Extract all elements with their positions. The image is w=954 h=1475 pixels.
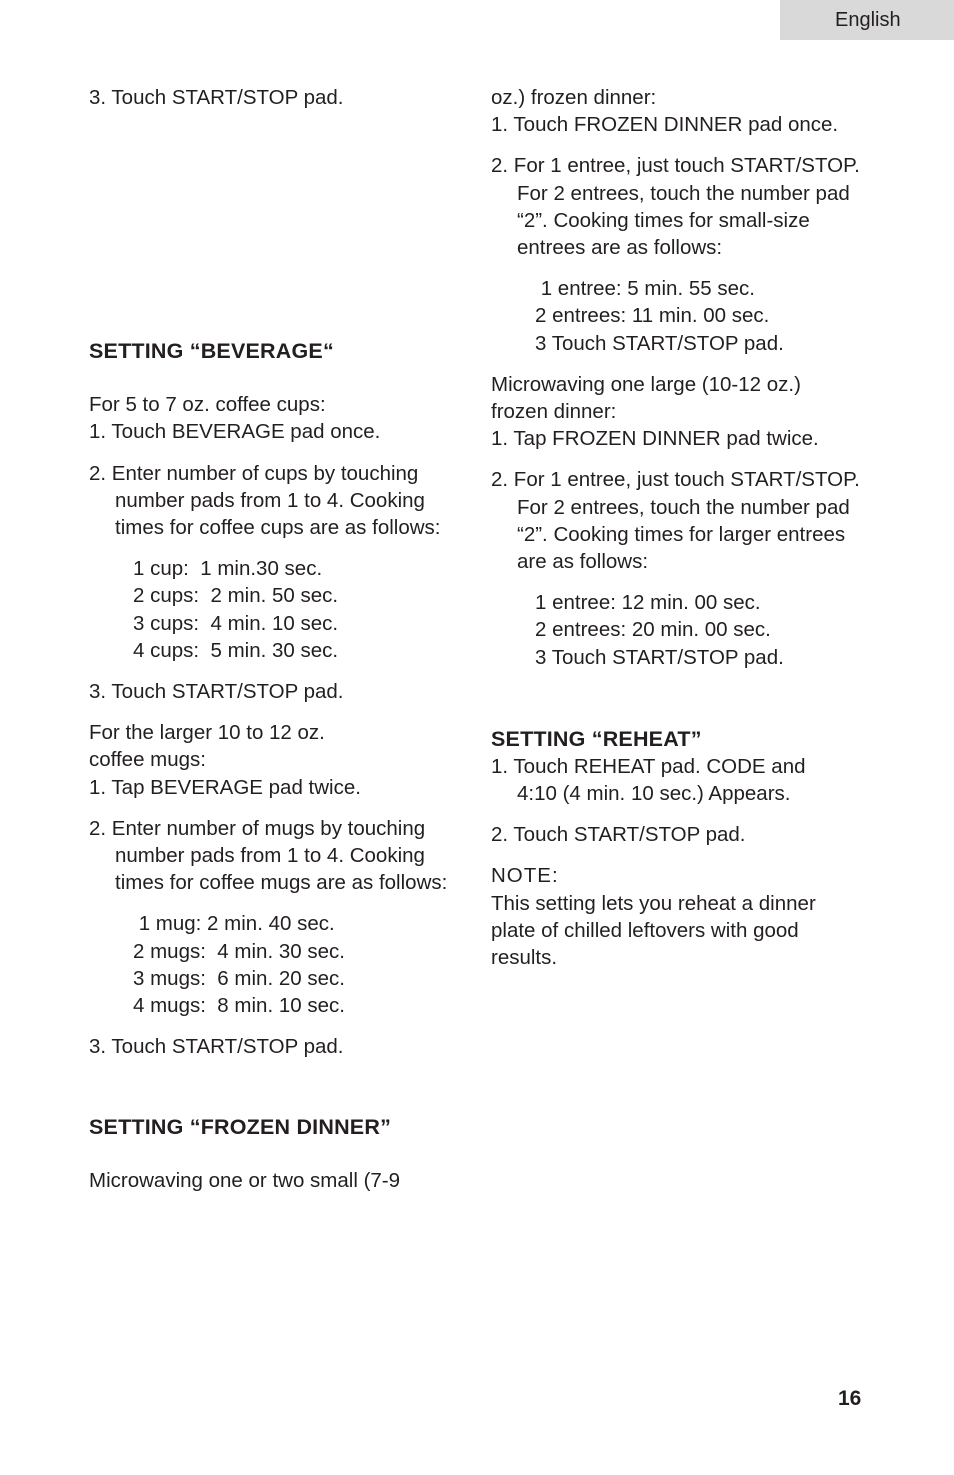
- cup-time-2: 2 cups: 2 min. 50 sec.: [133, 584, 339, 608]
- page-number: 16: [838, 1387, 862, 1410]
- beverage-cups-times: [89, 555, 469, 664]
- frozen-small-step-1: 1. Touch FROZEN DINNER pad once.: [491, 113, 839, 137]
- large-time-1: 1 entree: 12 min. 00 sec.: [535, 591, 761, 615]
- beverage-mugs-intro-1: For the larger 10 to 12 oz.: [89, 721, 325, 745]
- beverage-cups-intro: For 5 to 7 oz. coffee cups:: [89, 393, 326, 417]
- cup-time-4: 4 cups: 5 min. 30 sec.: [133, 638, 339, 662]
- beverage-mugs-times: [89, 910, 469, 1019]
- beverage-mugs-step-1: 1. Tap BEVERAGE pad twice.: [89, 775, 361, 799]
- beverage-mugs-intro-2: coffee mugs:: [89, 748, 206, 772]
- large-time-3: 3 Touch START/STOP pad.: [535, 645, 784, 669]
- continued-step: 3. Touch START/STOP pad.: [89, 86, 344, 109]
- frozen-small-times: [491, 275, 871, 357]
- small-time-1: 1 entree: 5 min. 55 sec.: [535, 277, 755, 301]
- frozen-small-step-2: 2. For 1 entree, just touch START/STOP. For 2 entrees, touch the number pad “2”. Cooking times for small-size entrees are as follows:: [491, 154, 860, 260]
- note-label-colon: :: [551, 864, 559, 888]
- mug-time-4: 4 mugs: 8 min. 10 sec.: [133, 994, 345, 1018]
- frozen-dinner-intro-end: oz.) frozen dinner:: [491, 86, 657, 109]
- right-column: [491, 84, 871, 971]
- beverage-mugs-step-3: 3. Touch START/STOP pad.: [89, 1035, 344, 1059]
- reheat-heading: SETTING “REHEAT”: [491, 726, 702, 751]
- mug-time-2: 2 mugs: 4 min. 30 sec.: [133, 939, 345, 963]
- reheat-step-2: 2. Touch START/STOP pad.: [491, 823, 746, 847]
- beverage-cups-step-2: 2. Enter number of cups by touching number pads from 1 to 4. Cooking times for coffee cups are as follows:: [89, 461, 441, 540]
- note-text: This setting lets you reheat a dinner plate of chilled leftovers with good results.: [491, 891, 816, 970]
- large-time-2: 2 entrees: 20 min. 00 sec.: [535, 618, 771, 642]
- frozen-large-times: [491, 589, 871, 671]
- note-label-text: NOTE: [491, 864, 552, 888]
- cup-time-1: 1 cup: 1 min.30 sec.: [133, 557, 323, 581]
- small-time-3: 3 Touch START/STOP pad.: [535, 331, 784, 355]
- frozen-dinner-heading: SETTING “FROZEN DINNER”: [89, 1115, 392, 1140]
- frozen-large-intro-2: frozen dinner:: [491, 400, 617, 424]
- frozen-large-intro-1: Microwaving one large (10-12 oz.): [491, 372, 801, 396]
- mug-time-1: 1 mug: 2 min. 40 sec.: [133, 912, 335, 936]
- beverage-mugs-step-2: 2. Enter number of mugs by touching number pads from 1 to 4. Cooking times for coffee mugs are as follows:: [89, 816, 448, 895]
- frozen-large-step-1: 1. Tap FROZEN DINNER pad twice.: [491, 427, 819, 451]
- language-tab: English: [780, 0, 954, 40]
- reheat-step-1: 1. Touch REHEAT pad. CODE and 4:10 (4 min. 10 sec.) Appears.: [491, 754, 806, 806]
- left-column: [89, 84, 469, 1195]
- beverage-heading: SETTING “BEVERAGE“: [89, 339, 334, 364]
- note-label: [491, 862, 871, 889]
- cup-time-3: 3 cups: 4 min. 10 sec.: [133, 611, 339, 635]
- beverage-cups-step-1: 1. Touch BEVERAGE pad once.: [89, 420, 381, 444]
- frozen-large-step-2: 2. For 1 entree, just touch START/STOP. For 2 entrees, touch the number pad “2”. Cooking times for larger entrees are as follows:: [491, 468, 860, 574]
- frozen-dinner-intro-start: Microwaving one or two small (7-9: [89, 1169, 401, 1193]
- beverage-cups-step-3: 3. Touch START/STOP pad.: [89, 680, 344, 704]
- mug-time-3: 3 mugs: 6 min. 20 sec.: [133, 966, 345, 990]
- small-time-2: 2 entrees: 11 min. 00 sec.: [535, 304, 770, 328]
